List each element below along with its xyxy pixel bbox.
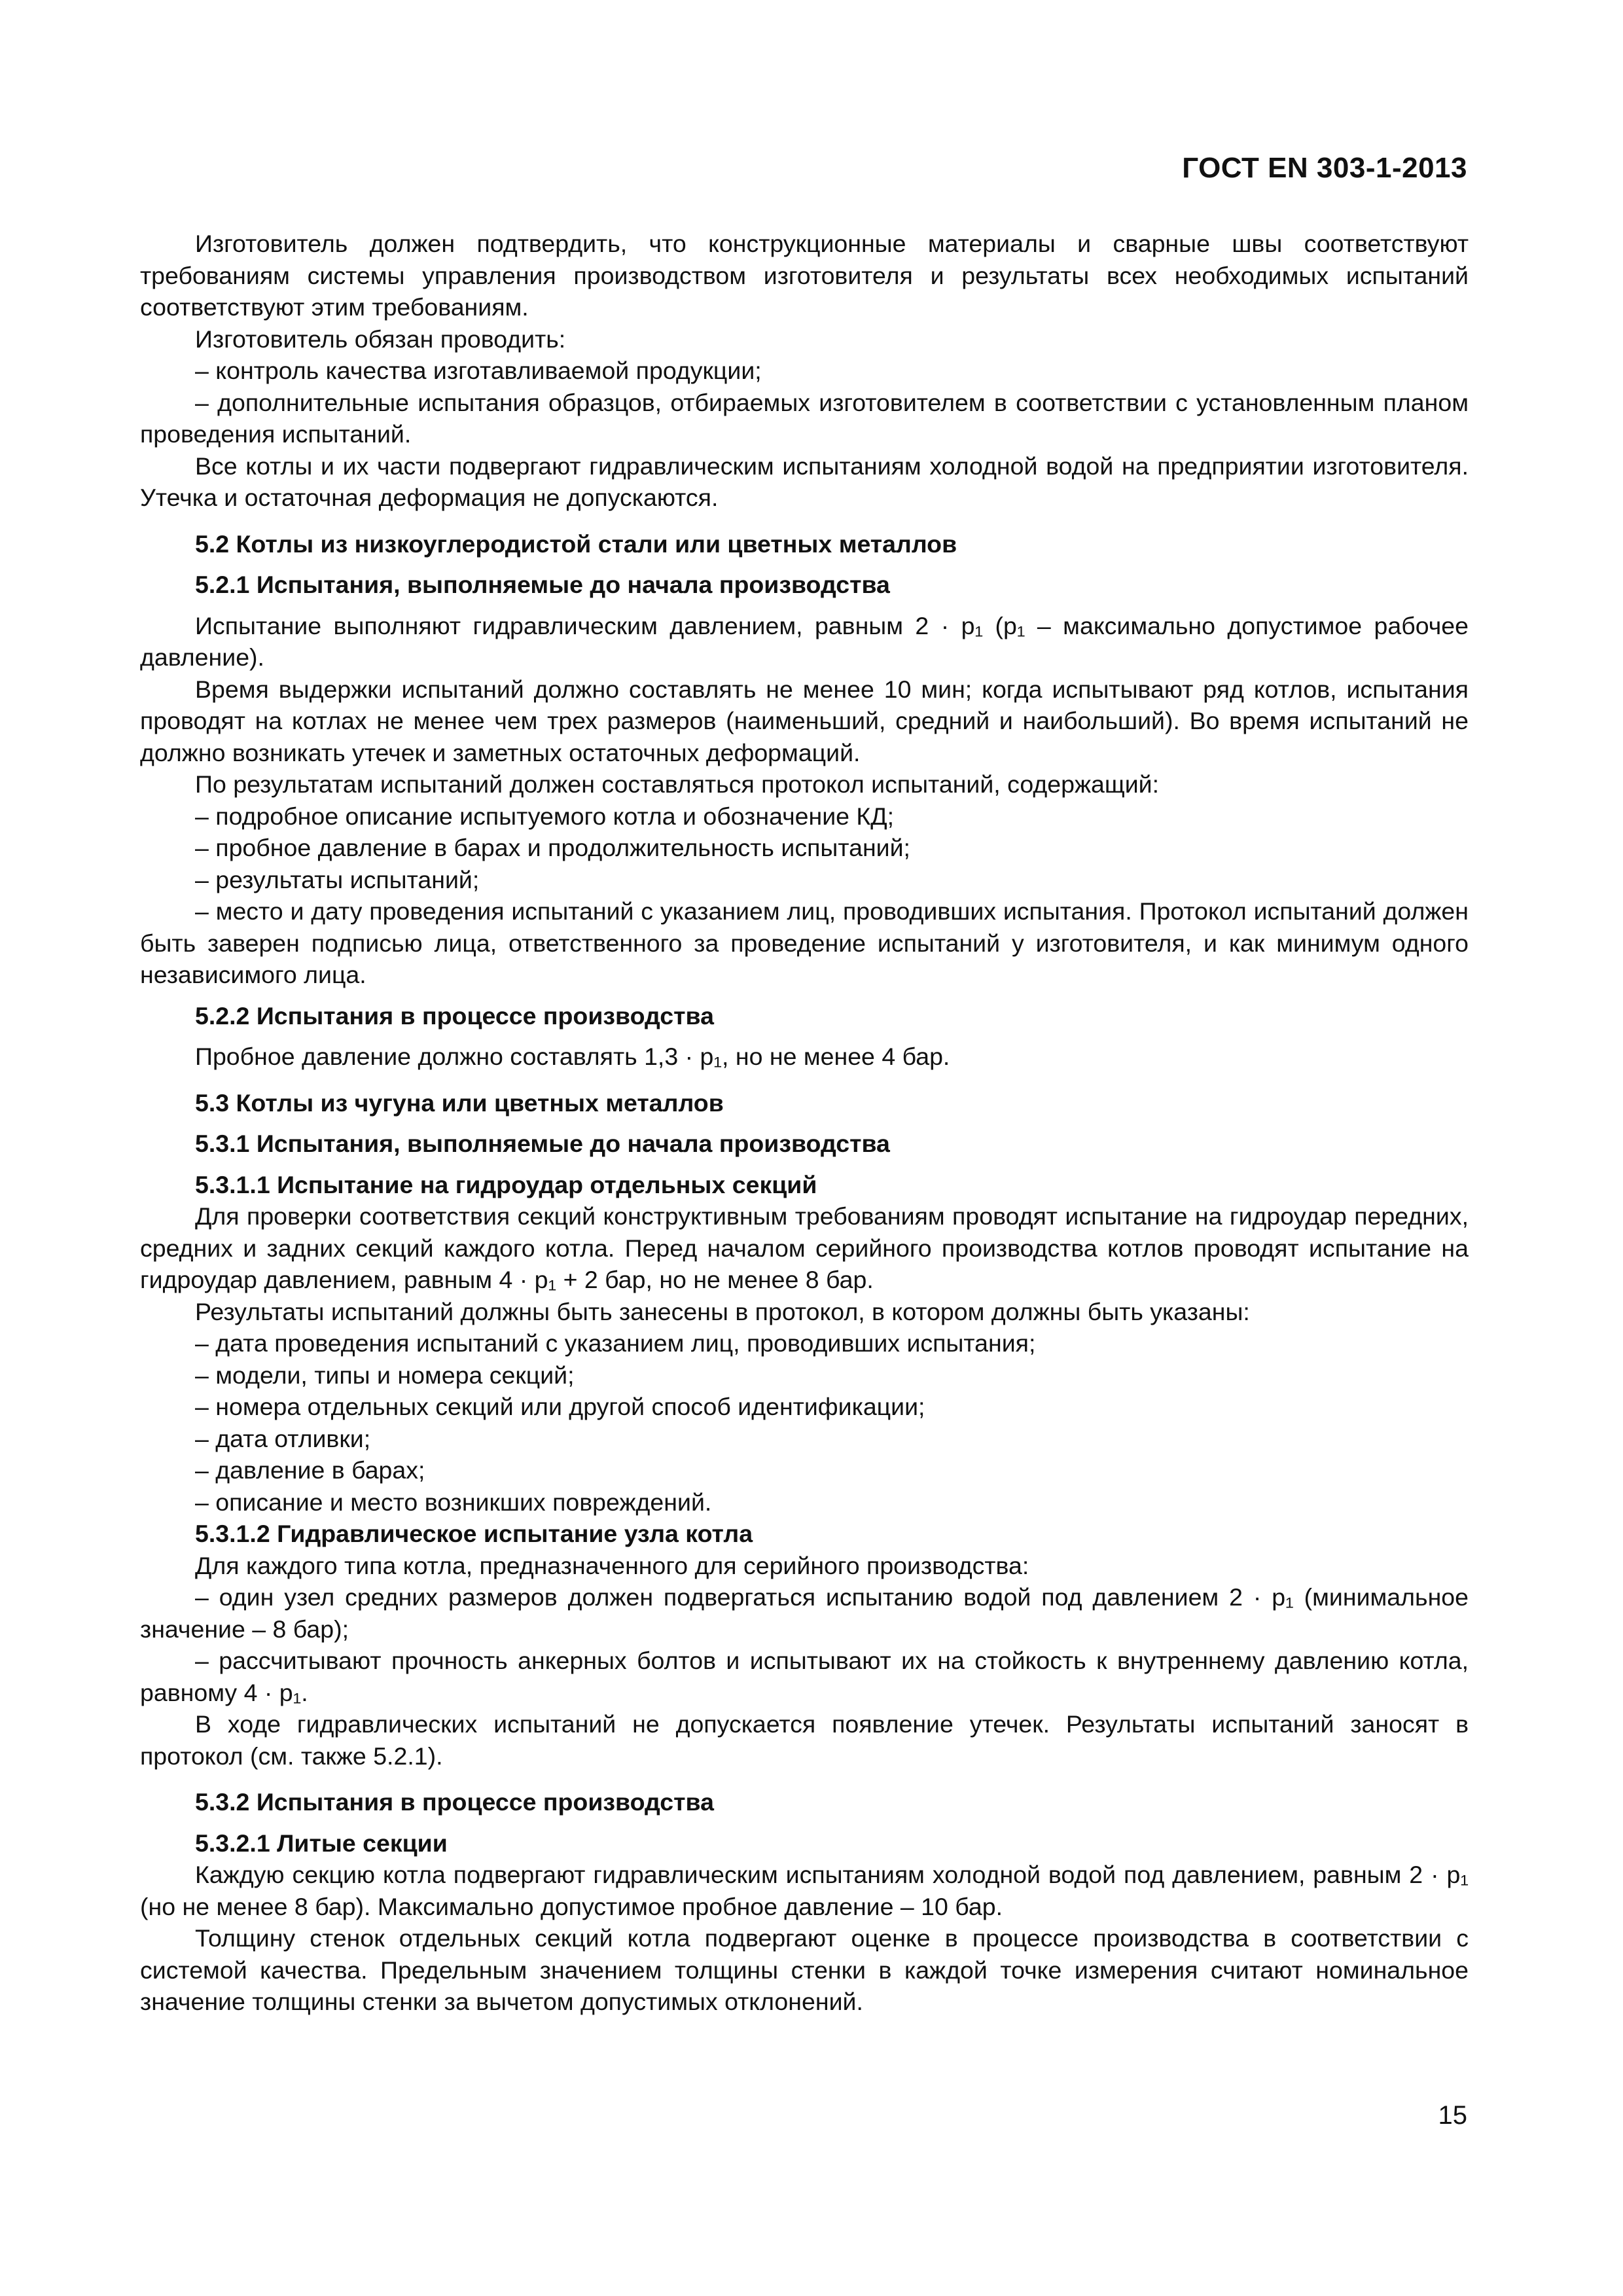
paragraph: Изготовитель обязан проводить: [195, 325, 566, 353]
list-item: – место и дату проведения испытаний с указанием лиц, проводивших испытания. Протокол испытаний должен быть заверен подписью лица, ответственного за проведение испытаний у изготовителя, и как минимум одного независимого лица. [140, 897, 1469, 988]
paragraph: По результатам испытаний должен составляться протокол испытаний, содержащий: [195, 770, 1160, 798]
subsection-heading: 5.2.1 Испытания, выполняемые до начала производства [195, 571, 890, 598]
subsubsection-heading: 5.3.2.1 Литые секции [195, 1829, 448, 1857]
list-item: – давление в барах; [195, 1456, 425, 1484]
paragraph: Испытание выполняют гидравлическим давлением, равным 2 · p₁ (p₁ – максимально допустимое рабочее давление). [140, 611, 1469, 671]
list-item: – контроль качества изготавливаемой продукции; [195, 357, 762, 384]
list-item: – рассчитывают прочность анкерных болтов и испытывают их на стойкость к внутреннему давлению котла, равному 4 · p₁. [140, 1647, 1469, 1706]
paragraph: Результаты испытаний должны быть занесены в протокол, в котором должны быть указаны: [195, 1297, 1250, 1325]
subsection-heading: 5.2.2 Испытания в процессе производства [195, 1001, 714, 1030]
subsubsection-heading: 5.3.1.1 Испытание на гидроудар отдельных секций [195, 1170, 817, 1198]
list-item: – результаты испытаний; [195, 865, 480, 893]
list-item: – дата проведения испытаний с указанием лиц, проводивших испытания; [195, 1329, 1036, 1357]
paragraph: В ходе гидравлических испытаний не допускается появление утечек. Результаты испытаний заносят в протокол (см. также 5.2.1). [140, 1710, 1469, 1770]
list-item: – дата отливки; [195, 1424, 371, 1452]
list-item: – пробное давление в барах и продолжительность испытаний; [195, 834, 910, 861]
paragraph: Для проверки соответствия секций конструктивным требованиям проводят испытание на гидроудар передних, средних и задних секций каждого котла. Перед началом серийного производства котлов проводят испытание на гидроудар давлением, равным 4 · p₁ + 2 бар, но не менее 8 бар. [140, 1202, 1469, 1293]
subsection-heading: 5.3.2 Испытания в процессе производства [195, 1788, 714, 1816]
subsubsection-heading: 5.3.1.2 Гидравлическое испытание узла котла [195, 1520, 753, 1547]
document-body [140, 228, 1469, 2018]
paragraph: Толщину стенок отдельных секций котла подвергают оценке в процессе производства в соответствии с системой качества. Предельным значением толщины стенки в каждой точке измерения считают номинальное значение толщины стенки за вычетом допустимых отклонений. [140, 1924, 1469, 2015]
paragraph: Время выдержки испытаний должно составлять не менее 10 мин; когда испытывают ряд котлов, испытания проводят на котлах не менее чем трех размеров (наименьший, средний и наибольший). Во время испытаний не должно возникать утечек и заметных остаточных деформаций. [140, 675, 1469, 766]
section-heading: 5.2 Котлы из низкоуглеродистой стали или цветных металлов [195, 529, 957, 558]
paragraph: Все котлы и их части подвергают гидравлическим испытаниям холодной водой на предприятии изготовителя. Утечка и остаточная деформация не допускаются. [140, 452, 1469, 511]
list-item: – дополнительные испытания образцов, отбираемых изготовителем в соответствии с установленным планом проведения испытаний. [140, 388, 1469, 448]
list-item: – описание и место возникших повреждений. [195, 1488, 712, 1516]
section-heading: 5.3 Котлы из чугуна или цветных металлов [195, 1088, 724, 1117]
standard-designation: ГОСТ EN 303-1-2013 [1182, 152, 1467, 184]
list-item: – модели, типы и номера секций; [195, 1361, 575, 1389]
paragraph: Изготовитель должен подтвердить, что конструкционные материалы и сварные швы соответствуют требованиям системы управления производством изготовителя и результаты всех необходимых испытаний соответствуют этим требованиям. [140, 230, 1469, 321]
subsection-heading: 5.3.1 Испытания, выполняемые до начала производства [195, 1130, 890, 1157]
list-item: – подробное описание испытуемого котла и обозначение КД; [195, 802, 895, 830]
list-item: – номера отдельных секций или другой способ идентификации; [195, 1393, 925, 1420]
paragraph: Пробное давление должно составлять 1,3 · p₁, но не менее 4 бар. [195, 1043, 950, 1070]
page-number: 15 [1438, 2101, 1467, 2130]
list-item: – один узел средних размеров должен подвергаться испытанию водой под давлением 2 · p₁ (минимальное значение – 8 бар); [140, 1583, 1469, 1643]
paragraph: Для каждого типа котла, предназначенного для серийного производства: [195, 1551, 1029, 1579]
paragraph: Каждую секцию котла подвергают гидравлическим испытаниям холодной водой под давлением, равным 2 · p₁ (но не менее 8 бар). Максимально допустимое пробное давление – 10 бар. [140, 1861, 1469, 1920]
